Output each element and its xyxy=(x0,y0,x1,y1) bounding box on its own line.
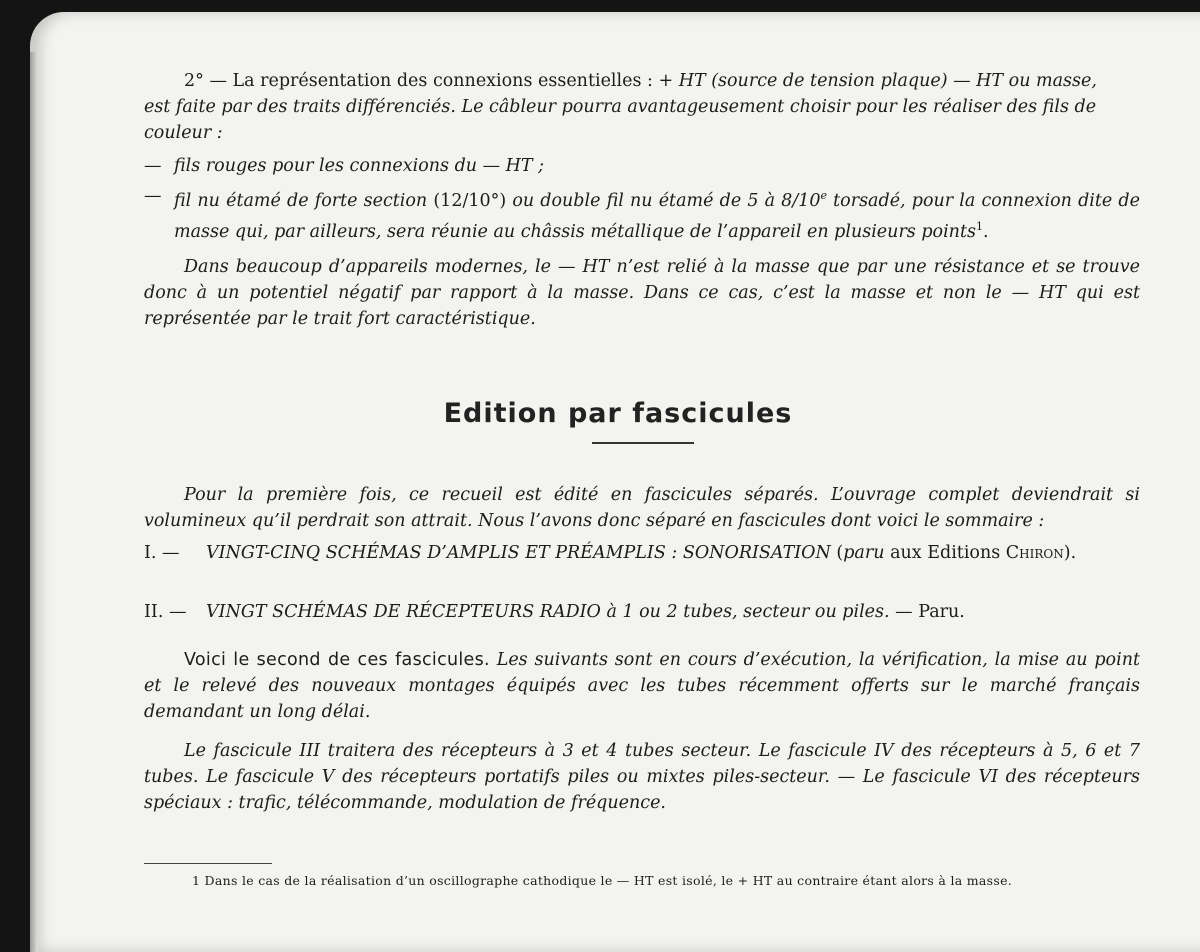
section-heading: Edition par fascicules xyxy=(443,398,793,429)
list-item-tail: ). xyxy=(1063,543,1077,563)
bullet-dash: — xyxy=(144,156,162,176)
para1-line1-end: HT (source de tension plaque) — HT ou masse, xyxy=(678,71,1097,91)
bullet-text xyxy=(174,183,1140,245)
heading-underline xyxy=(592,442,694,444)
bullet-ground-wire xyxy=(144,183,1140,245)
list-numeral: II. — xyxy=(144,602,187,622)
bullet-text-end: . xyxy=(982,221,989,242)
paragraph-first-edition: Pour la première fois, ce recueil est édité en fascicules séparés. L’ouvrage complet deviendrait si volumineux qu’il perdrait son attrait. Nous l’avons donc séparé en fascicules dont voici le sommaire : xyxy=(144,485,1140,531)
para1-line3: couleur : xyxy=(144,123,223,143)
list-item-title: VINGT-CINQ SCHÉMAS D’AMPLIS ET PRÉAMPLIS : SONORISATION xyxy=(206,543,831,563)
paragraph-second-fascicle xyxy=(144,647,1140,725)
list-item-tail: — Paru. xyxy=(889,602,965,622)
list-item-title: VINGT SCHÉMAS DE RÉCEPTEURS RADIO xyxy=(206,602,601,622)
list-item-tail: aux Editions xyxy=(884,543,1006,563)
list-item-tail: à 1 ou 2 tubes, secteur ou piles. xyxy=(600,602,890,622)
list-item-tail: ( xyxy=(830,543,844,563)
page-gutter-shadow xyxy=(30,52,38,952)
para4-body: Les suivants sont en cours d’exécution, la vérification, la mise au point et le relevé des nouveaux montages équipés avec les tubes récemment offerts sur le marché français demandant un long délai. xyxy=(144,650,1140,722)
list-item xyxy=(144,599,1140,625)
bullet-superscript: e xyxy=(820,189,827,202)
bullet-text-part: torsadé, pour la connexion dite de masse qui, par ailleurs, sera réunie au châssis métallique de l’appareil en plusieurs points xyxy=(174,190,1140,242)
footnote-reference: 1 xyxy=(975,219,983,233)
paragraph-upcoming-fascicles: Le fascicule III traitera des récepteurs à 3 et 4 tubes secteur. Le fascicule IV des récepteurs à 5, 6 et 7 tubes. Le fascicule V des récepteurs portatifs piles ou mixtes piles-secteur. — Le fascicule VI des récepteurs spéciaux : trafic, télécommande, modulation de fréquence. xyxy=(144,741,1140,813)
para1-line2-start: est faite par des traits différenciés. xyxy=(144,97,462,117)
list-item-text xyxy=(206,599,1140,625)
footnote: 1 Dans le cas de la réalisation d’un oscillographe cathodique le — HT est isolé, le + HT au contraire étant alors à la masse. xyxy=(192,873,1013,888)
list-item-tail: paru xyxy=(843,543,885,563)
footnote-rule xyxy=(144,863,272,864)
bullet-dash: — xyxy=(144,186,162,206)
list-numeral: I. — xyxy=(144,543,180,563)
bullet-red-wires xyxy=(144,153,1140,179)
bullet-text-part: ou double fil nu étamé de 5 à 8/10 xyxy=(506,190,821,211)
bullet-text-section: (12/10°) xyxy=(433,190,507,211)
bullet-text: fils rouges pour les connexions du — HT ; xyxy=(174,156,545,176)
para1-line1-start: 2° — La représentation des connexions essentielles : + xyxy=(184,71,679,91)
publisher-name: Chiron xyxy=(1005,543,1064,563)
para1-line2-end: Le câbleur pourra avantageusement choisir pour les réaliser des fils de xyxy=(461,97,1097,117)
list-item-text xyxy=(206,540,1140,566)
paragraph-modern-devices: Dans beaucoup d’appareils modernes, le — HT n’est relié à la masse que par une résistance et se trouve donc à un potentiel négatif par rapport à la masse. Dans ce cas, c’est la masse et non le — HT qui est représentée par le trait fort caractéristique. xyxy=(144,257,1140,329)
list-item xyxy=(144,540,1140,566)
para4-lead: Voici le second de ces fascicules. xyxy=(184,650,490,670)
paragraph-connections xyxy=(144,68,1140,146)
book-page xyxy=(30,12,1200,952)
bullet-text-part: fil nu étamé de forte section xyxy=(174,190,434,211)
